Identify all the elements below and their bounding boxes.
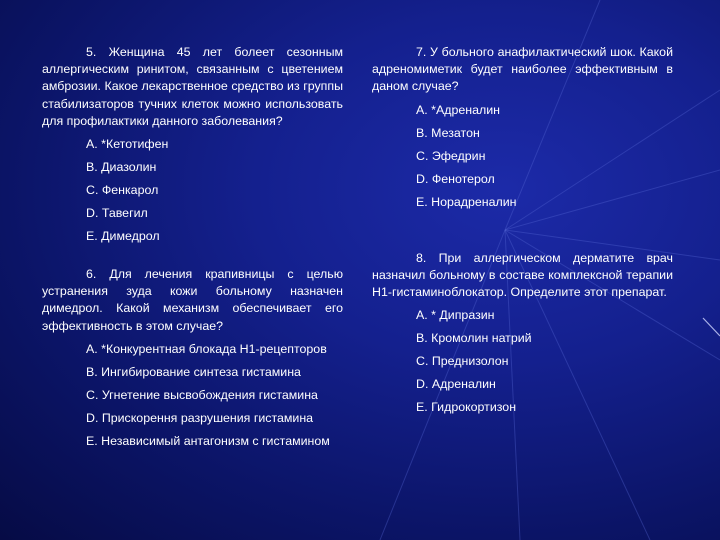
- answer-option: E. Гидрокортизон: [416, 400, 517, 415]
- answer-option: C. Преднизолон: [416, 354, 509, 369]
- answer-option: D. Прискорення разрушения гистамина: [86, 410, 314, 425]
- answer-option: E. Независимый антагонизм с гистамином: [86, 433, 330, 448]
- question-text: 5. Женщина 45 лет болеет сезонным аллергическим ринитом, связанным с цветением амброзии. Какое лекарственное средство из группы стабилизаторов тучних клеток можно использовать для профилактики данного заболевания?: [42, 45, 343, 128]
- answer-option: B. Диазолин: [86, 160, 157, 175]
- answer-option: A. *Кетотифен: [86, 137, 169, 152]
- answer-option: C. Угнетение высвобождения гистамина: [86, 387, 318, 402]
- question-text: 7. У больного анафилактический шок. Какой адреномиметик будет наиболее эффективным в даном случае?: [372, 45, 673, 94]
- answer-option: D. Тавегил: [86, 206, 148, 221]
- answer-option: C. Эфедрин: [416, 148, 486, 163]
- question-7: [372, 44, 673, 212]
- answer-option: E. Димедрол: [86, 229, 160, 244]
- answer-options: [42, 339, 343, 451]
- answer-option: C. Фенкарол: [86, 183, 159, 198]
- answer-options: [42, 134, 343, 246]
- right-column: [372, 44, 673, 420]
- answer-option: D. Фенотерол: [416, 171, 495, 186]
- answer-options: [372, 100, 673, 212]
- answer-option: A. *Адреналин: [416, 102, 500, 117]
- answer-option: D. Адреналин: [416, 377, 496, 392]
- question-text: 8. При аллергическом дерматите врач назначил больному в составе комплексной терапии Н1-гистаминоблокатор. Определите этот препарат.: [372, 250, 673, 300]
- answer-option: B. Мезатон: [416, 125, 480, 140]
- question-text: 6. Для лечения крапивницы с целью устранения зуда кожи больному назначен димедрол. Какой механизм обеспечивает его эффективность в этом случае?: [42, 267, 343, 333]
- question-6: [42, 266, 343, 451]
- answer-option: B. Ингибирование синтеза гистамина: [86, 364, 301, 379]
- left-column: [42, 44, 343, 454]
- question-5: [42, 44, 343, 246]
- answer-option: A. * Дипразин: [416, 308, 495, 323]
- question-8: [372, 250, 673, 418]
- answer-option: E. Норадреналин: [416, 194, 517, 209]
- answer-option: A. *Конкурентная блокада Н1-рецепторов: [86, 341, 327, 356]
- answer-options: [372, 305, 673, 417]
- answer-option: B. Кромолин натрий: [416, 331, 532, 346]
